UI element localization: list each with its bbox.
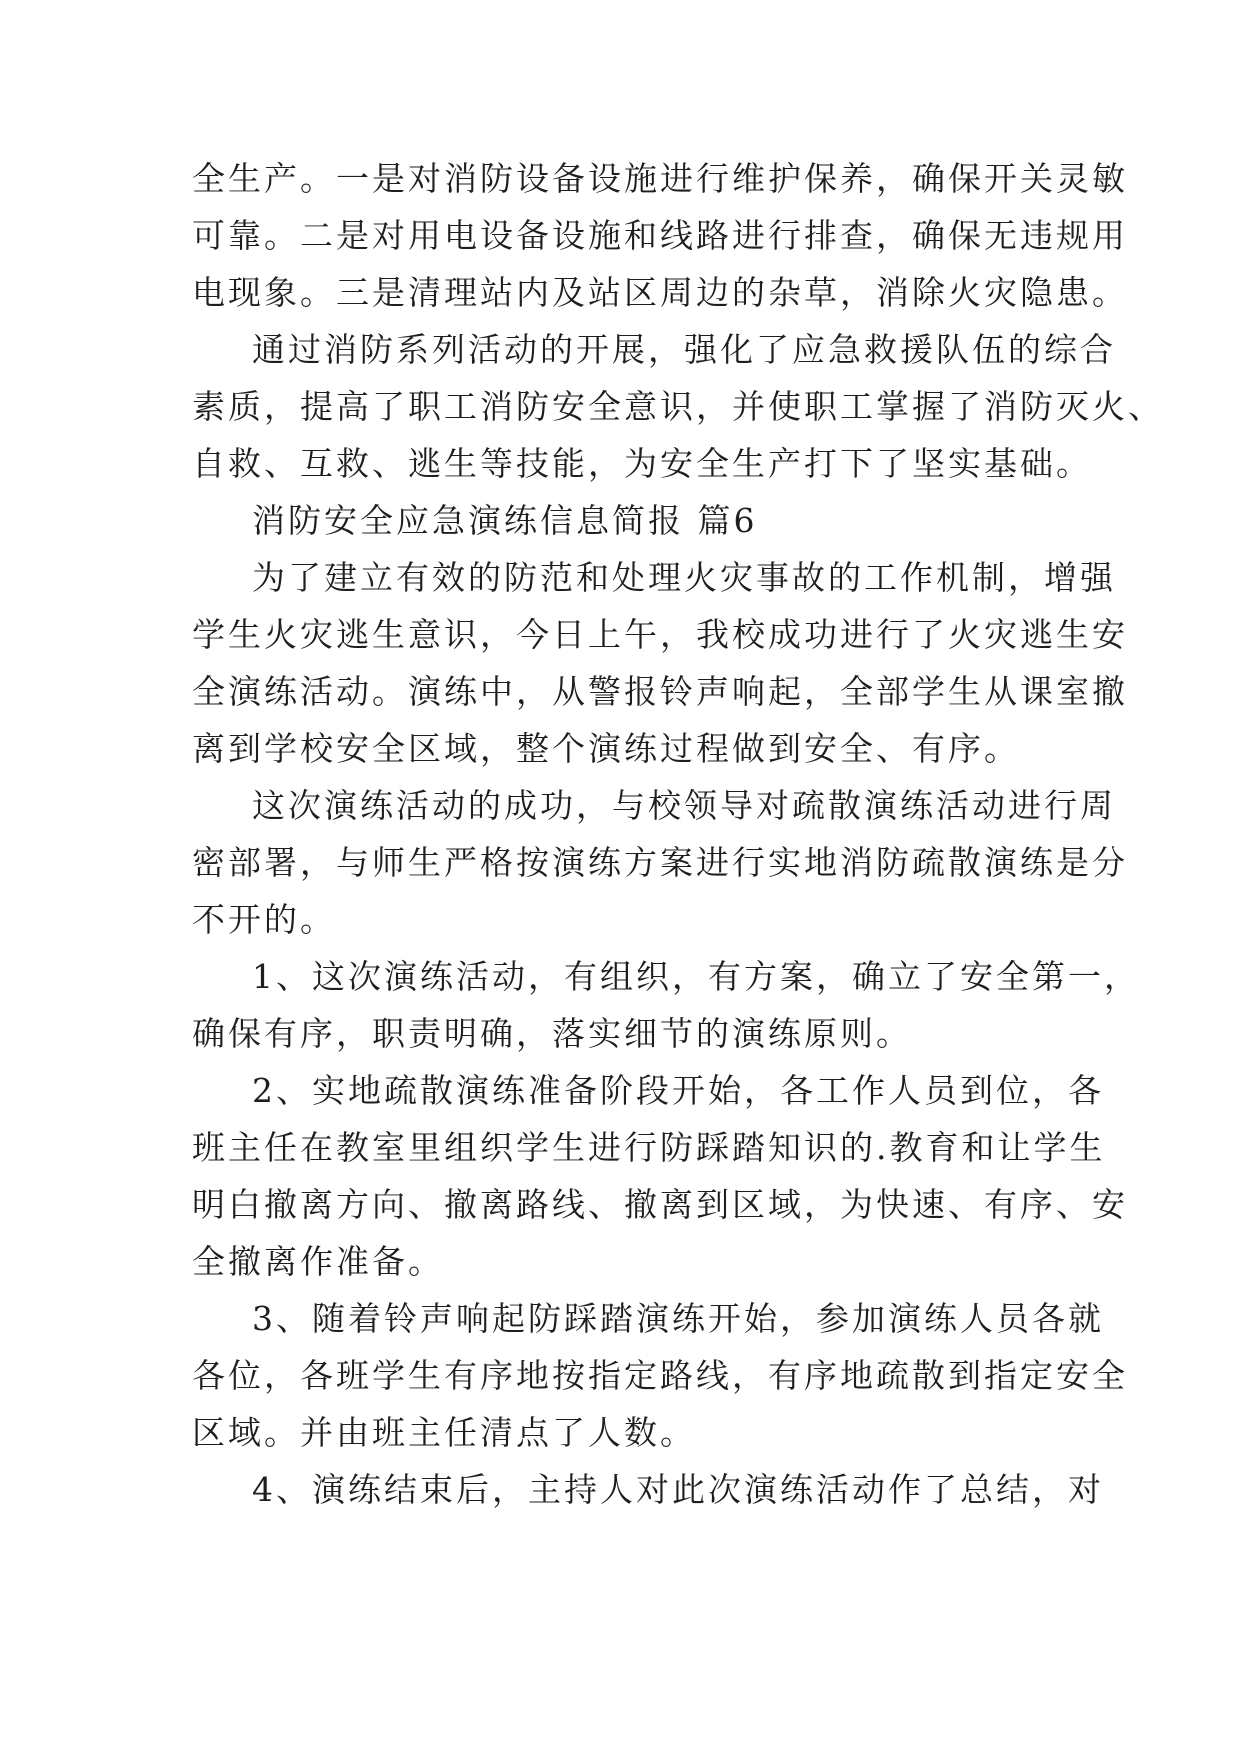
text-line: 离到学校安全区域，整个演练过程做到安全、有序。 (192, 729, 1020, 768)
text-line: 为了建立有效的防范和处理火灾事故的工作机制，增强 (252, 558, 1116, 597)
text-line: 1、这次演练活动，有组织，有方案，确立了安全第一， (252, 957, 1140, 996)
text-line: 这次演练活动的成功，与校领导对疏散演练活动进行周 (252, 786, 1116, 825)
text-line: 消防安全应急演练信息简报 篇6 (252, 501, 758, 540)
document-body (192, 150, 1164, 1518)
text-line: 通过消防系列活动的开展，强化了应急救援队伍的综合 (252, 330, 1116, 369)
text-line: 2、实地疏散演练准备阶段开始，各工作人员到位，各 (252, 1071, 1104, 1110)
text-line: 4、演练结束后，主持人对此次演练活动作了总结，对 (252, 1470, 1104, 1509)
text-line: 3、随着铃声响起防踩踏演练开始，参加演练人员各就 (252, 1299, 1104, 1338)
text-line: 可靠。二是对用电设备设施和线路进行排查，确保无违规用 (192, 216, 1128, 255)
text-line: 学生火灾逃生意识，今日上午，我校成功进行了火灾逃生安 (192, 615, 1128, 654)
text-line: 不开的。 (192, 900, 336, 939)
text-line: 素质，提高了职工消防安全意识，并使职工掌握了消防灭火、 (192, 387, 1164, 426)
text-line: 电现象。三是清理站内及站区周边的杂草，消除火灾隐患。 (192, 273, 1128, 312)
text-line: 全演练活动。演练中，从警报铃声响起，全部学生从课室撤 (192, 672, 1128, 711)
text-line: 密部署，与师生严格按演练方案进行实地消防疏散演练是分 (192, 843, 1128, 882)
text-line: 全生产。一是对消防设备设施进行维护保养，确保开关灵敏 (192, 159, 1128, 198)
text-line: 明白撤离方向、撤离路线、撤离到区域，为快速、有序、安 (192, 1185, 1128, 1224)
text-line: 班主任在教室里组织学生进行防踩踏知识的.教育和让学生 (192, 1128, 1106, 1167)
text-line: 自救、互救、逃生等技能，为安全生产打下了坚实基础。 (192, 444, 1092, 483)
text-line: 各位，各班学生有序地按指定路线，有序地疏散到指定安全 (192, 1356, 1128, 1395)
text-line: 区域。并由班主任清点了人数。 (192, 1413, 696, 1452)
text-line: 全撤离作准备。 (192, 1242, 444, 1281)
text-line: 确保有序，职责明确，落实细节的演练原则。 (192, 1014, 912, 1053)
